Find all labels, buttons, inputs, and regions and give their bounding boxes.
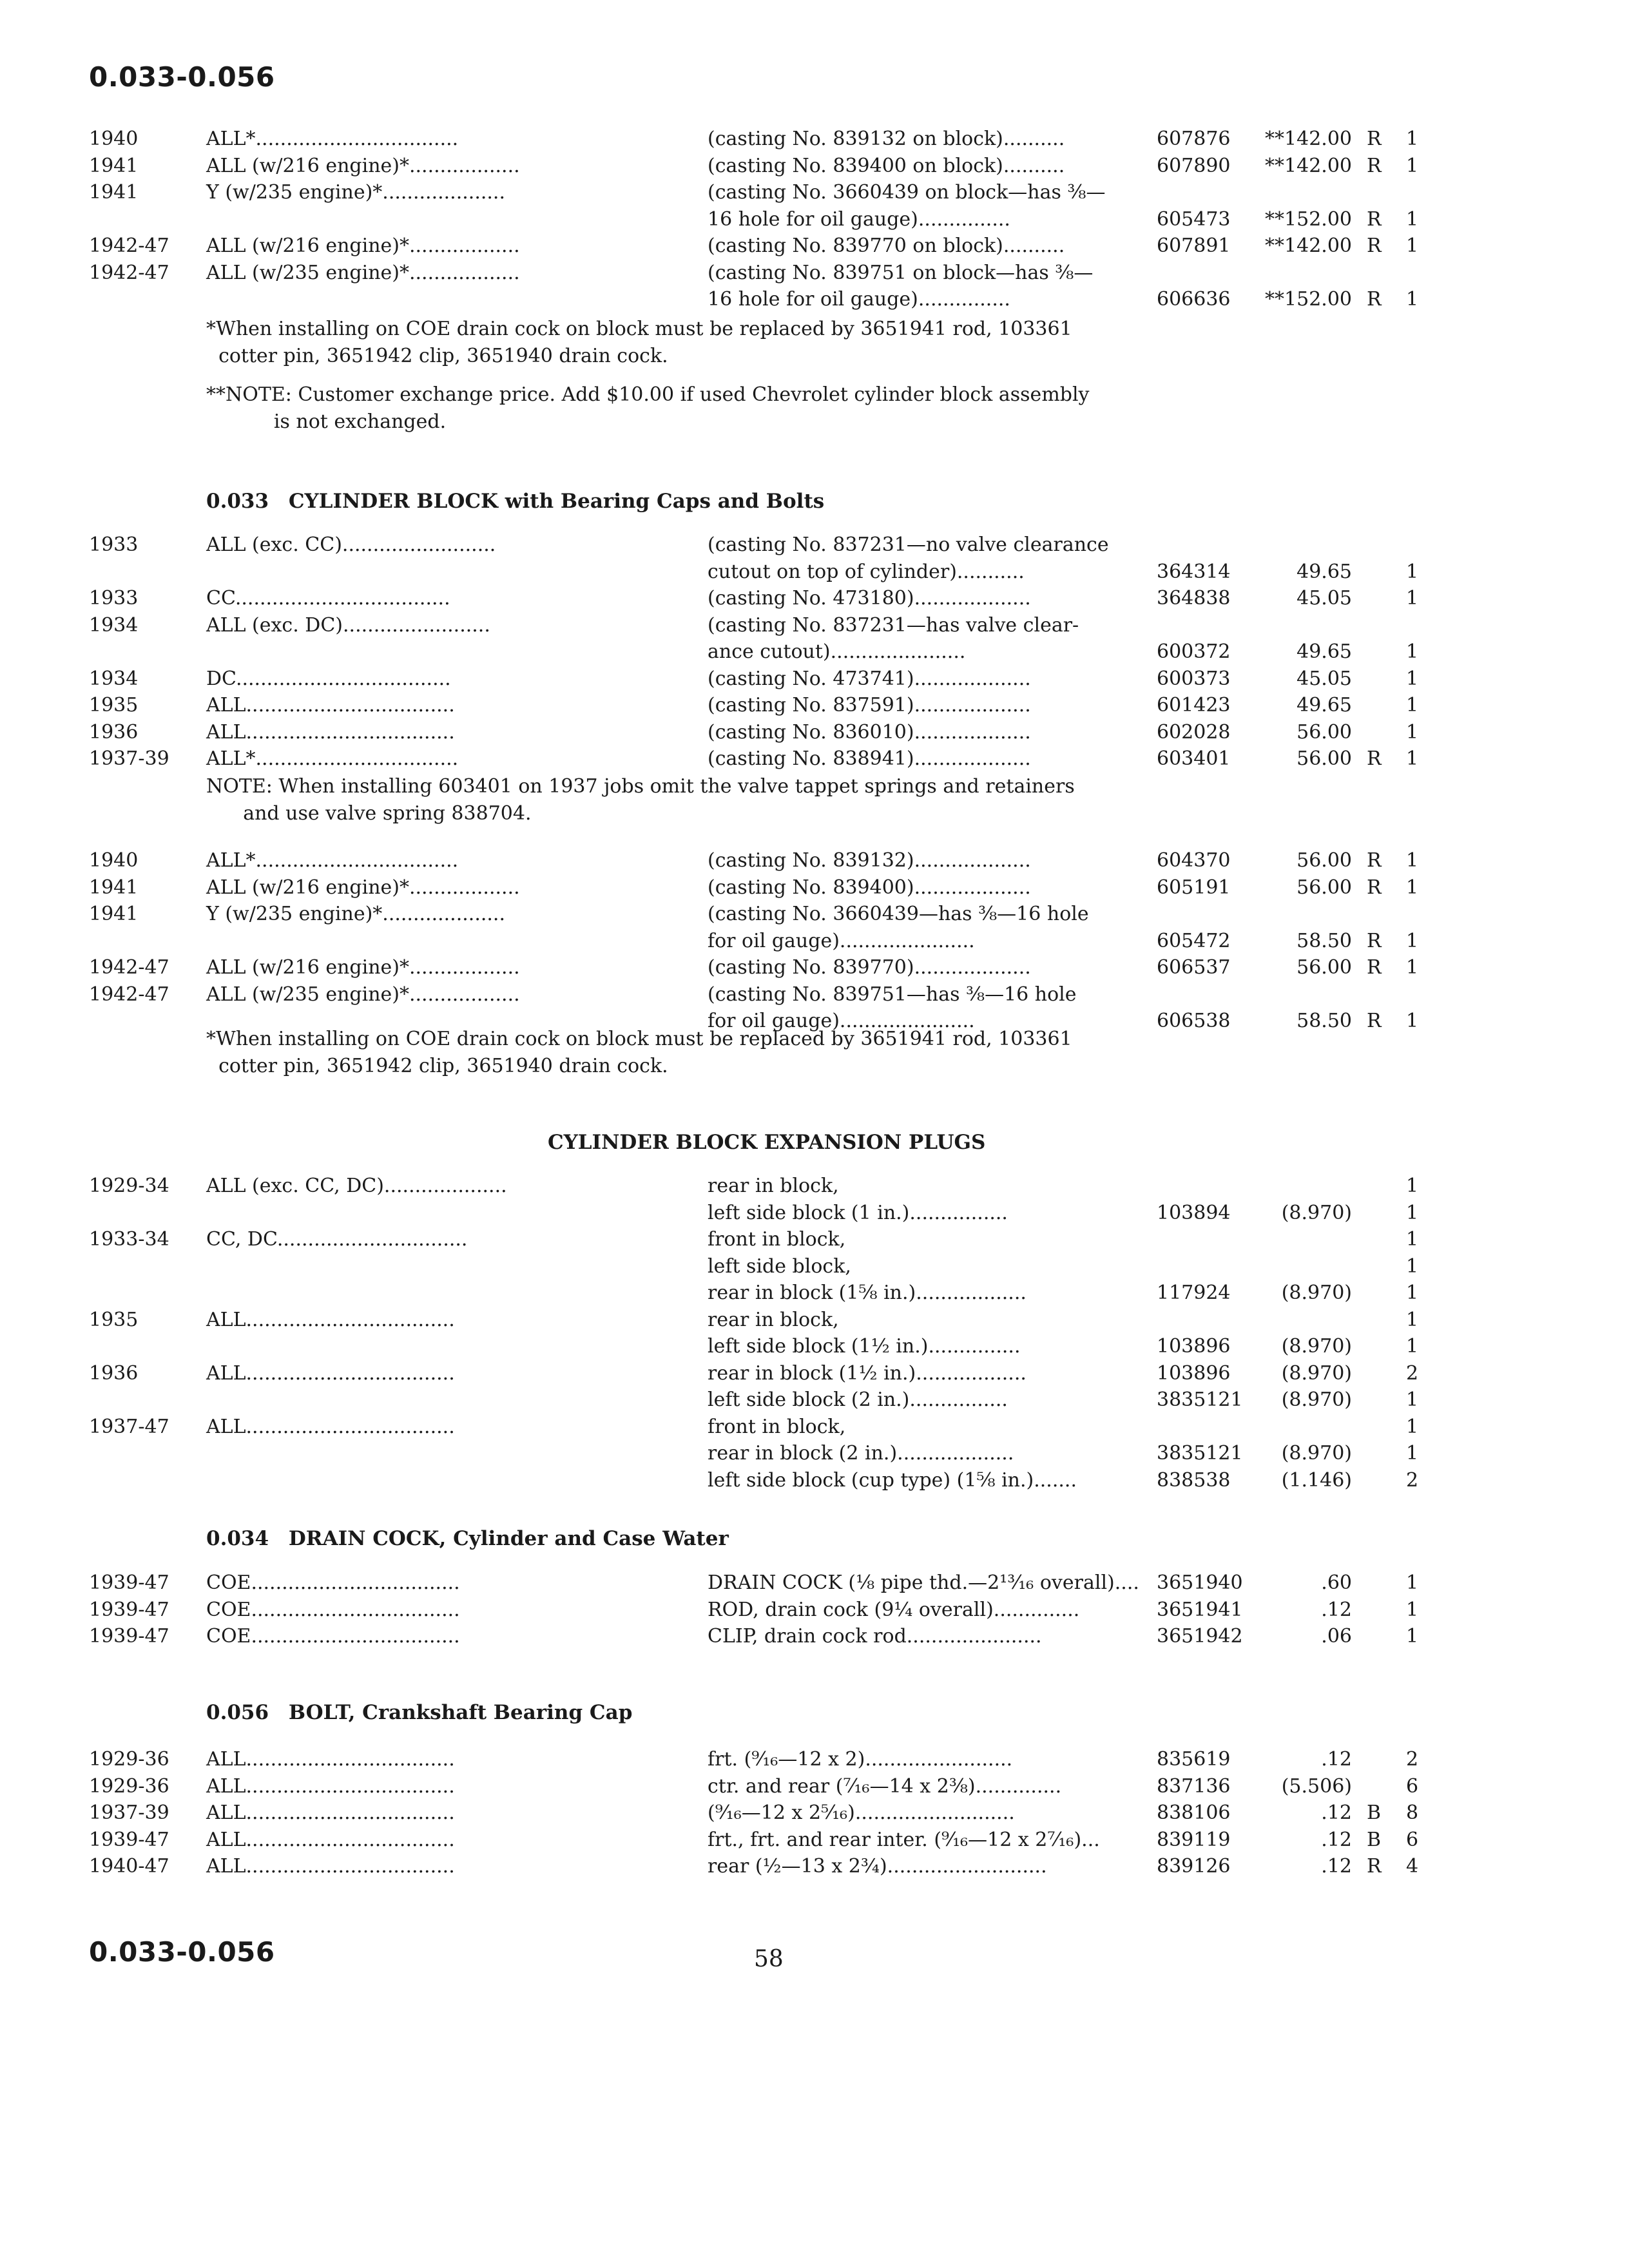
section-title: CYLINDER BLOCK with Bearing Caps and Bolts (288, 490, 825, 513)
cell-price: .12 (1321, 1598, 1352, 1621)
cell-year: 1941 (89, 181, 139, 204)
cell-desc: 16 hole for oil gauge)............... (708, 207, 1010, 231)
cell-qty: 4 (1406, 1855, 1419, 1878)
table-row (0, 1200, 1629, 1227)
cell-part: 600373 (1157, 667, 1231, 690)
cell-flag: R (1367, 128, 1382, 150)
cell-year: 1935 (89, 694, 139, 716)
cell-desc: front in block, (708, 1415, 846, 1438)
cell-price: **152.00 (1265, 207, 1352, 231)
cell-qty: 1 (1406, 667, 1419, 690)
cell-desc: left side block (1½ in.)............... (708, 1335, 1021, 1358)
table-row (0, 901, 1629, 928)
cell-year: 1929-36 (89, 1748, 169, 1771)
cell-price: .60 (1321, 1571, 1352, 1594)
cell-part: 603401 (1157, 747, 1231, 770)
cell-part: 3835121 (1157, 1389, 1243, 1411)
cell-year: 1936 (89, 1361, 139, 1385)
cell-desc: 16 hole for oil gauge)............... (708, 288, 1010, 311)
cell-price: 56.00 (1296, 849, 1352, 872)
cell-model: ALL.................................. (206, 1828, 455, 1851)
cell-qty: 1 (1406, 560, 1419, 583)
cell-price: (1.146) (1281, 1468, 1352, 1492)
table-row (0, 559, 1629, 586)
cell-qty: 1 (1406, 154, 1419, 177)
cell-price: (8.970) (1281, 1389, 1352, 1411)
table-row (0, 153, 1629, 180)
cell-qty: 1 (1406, 1442, 1419, 1465)
cell-year: 1942-47 (89, 983, 169, 1006)
cell-flag: R (1367, 288, 1382, 311)
table-row (0, 126, 1629, 153)
cell-model: COE.................................. (206, 1571, 460, 1594)
cell-qty: 1 (1406, 1228, 1419, 1251)
cell-desc: left side block, (708, 1254, 851, 1278)
cell-model: CC, DC............................... (206, 1228, 468, 1251)
cell-model: CC................................... (206, 587, 450, 610)
cell-qty: 1 (1406, 235, 1419, 257)
cell-year: 1939-47 (89, 1828, 169, 1851)
table-row (0, 233, 1629, 260)
cell-desc: (casting No. 837591)................... (708, 694, 1031, 716)
cell-flag: B (1367, 1802, 1382, 1824)
cell-price: .06 (1321, 1625, 1352, 1648)
cell-year: 1940 (89, 849, 139, 872)
cell-year: 1936 (89, 720, 139, 744)
table-row (0, 1800, 1629, 1827)
table-row (0, 1623, 1629, 1650)
table-row (0, 1467, 1629, 1494)
cell-flag: R (1367, 1010, 1382, 1032)
cell-desc: rear in block, (708, 1308, 839, 1331)
cell-part: 839126 (1157, 1855, 1231, 1878)
cell-qty: 2 (1406, 1748, 1419, 1771)
cell-model: COE.................................. (206, 1625, 460, 1648)
section-number: 0.033 (206, 490, 269, 513)
cell-desc: front in block, (708, 1228, 846, 1251)
section-number: 0.034 (206, 1527, 269, 1550)
cell-qty: 1 (1406, 1201, 1419, 1224)
cell-price: 58.50 (1296, 1010, 1352, 1032)
section-heading-plugs: CYLINDER BLOCK EXPANSION PLUGS (548, 1131, 986, 1154)
table-row (0, 1173, 1629, 1200)
cell-model: ALL (w/216 engine)*.................. (206, 956, 520, 979)
cell-year: 1937-47 (89, 1415, 169, 1438)
cell-price: **142.00 (1265, 235, 1352, 257)
cell-desc: left side block (cup type) (1⅝ in.)....... (708, 1468, 1077, 1492)
table-row (0, 745, 1629, 773)
table-row (0, 612, 1629, 639)
cell-model: ALL (exc. CC)......................... (206, 533, 496, 556)
cell-model: ALL.................................. (206, 1748, 455, 1771)
cell-model: ALL (exc. DC)........................ (206, 613, 490, 637)
cell-part: 606636 (1157, 288, 1231, 311)
cell-price: (8.970) (1281, 1335, 1352, 1358)
cell-model: ALL.................................. (206, 1308, 455, 1331)
cell-qty: 1 (1406, 1308, 1419, 1331)
cell-price: (8.970) (1281, 1361, 1352, 1385)
cell-qty: 1 (1406, 956, 1419, 979)
cell-part: 835619 (1157, 1748, 1231, 1771)
cell-part: 3835121 (1157, 1442, 1243, 1465)
cell-desc: rear in block (1½ in.).................. (708, 1361, 1027, 1385)
cell-qty: 6 (1406, 1774, 1419, 1798)
cell-qty: 1 (1406, 1010, 1419, 1032)
cell-model: ALL (w/235 engine)*.................. (206, 983, 520, 1006)
cell-desc: ctr. and rear (⁷⁄₁₆—14 x 2⅜).............. (708, 1774, 1062, 1798)
table-row (0, 206, 1629, 233)
cell-price: (5.506) (1281, 1774, 1352, 1798)
cell-price: **142.00 (1265, 128, 1352, 150)
cell-qty: 1 (1406, 587, 1419, 610)
cell-qty: 1 (1406, 640, 1419, 663)
cell-desc: (casting No. 839132)................... (708, 849, 1031, 872)
cell-part: 607890 (1157, 154, 1231, 177)
section-0033-note-mid: NOTE: When installing 603401 on 1937 jobs omit the valve tappet springs and retainers and use valve spring 838704. (206, 775, 1075, 825)
table-row (0, 719, 1629, 746)
cell-part: 605472 (1157, 929, 1231, 952)
cell-price: (8.970) (1281, 1201, 1352, 1224)
cell-part: 103896 (1157, 1335, 1231, 1358)
table-row (0, 1280, 1629, 1307)
cell-flag: R (1367, 1855, 1382, 1878)
cell-price: 58.50 (1296, 929, 1352, 952)
cell-year: 1933 (89, 587, 139, 610)
cell-model: ALL.................................. (206, 1415, 455, 1438)
cell-price: 45.05 (1296, 587, 1352, 610)
table-row (0, 954, 1629, 981)
table-row (0, 532, 1629, 559)
cell-desc: (casting No. 836010)................... (708, 720, 1031, 744)
cell-price: (8.970) (1281, 1442, 1352, 1465)
cell-part: 600372 (1157, 640, 1231, 663)
page-number: 58 (754, 1946, 784, 1972)
cell-qty: 1 (1406, 1571, 1419, 1594)
cell-part: 607891 (1157, 235, 1231, 257)
cell-model: ALL (w/216 engine)*.................. (206, 876, 520, 899)
table-row (0, 1853, 1629, 1880)
cell-year: 1929-36 (89, 1774, 169, 1798)
section-heading-0033 (206, 490, 824, 513)
cell-price: **142.00 (1265, 154, 1352, 177)
cell-model: ALL.................................. (206, 1802, 455, 1824)
cell-desc: for oil gauge)...................... (708, 929, 975, 952)
cell-desc: frt. (⁹⁄₁₆—12 x 2)........................ (708, 1748, 1013, 1771)
table-row (0, 1333, 1629, 1360)
cell-desc: (casting No. 839751 on block—has ⅜— (708, 261, 1094, 284)
table-row (0, 1773, 1629, 1800)
cell-qty: 1 (1406, 1625, 1419, 1648)
cell-desc: (⁹⁄₁₆—12 x 2⁵⁄₁₆).......................... (708, 1802, 1015, 1824)
cell-year: 1940-47 (89, 1855, 169, 1878)
cell-year: 1937-39 (89, 747, 169, 770)
cell-model: ALL (w/216 engine)*.................. (206, 235, 520, 257)
table-row (0, 1226, 1629, 1253)
cell-qty: 1 (1406, 1598, 1419, 1621)
cell-part: 364314 (1157, 560, 1231, 583)
cell-desc: ance cutout)...................... (708, 640, 966, 663)
cell-price: .12 (1321, 1828, 1352, 1851)
cell-part: 838538 (1157, 1468, 1231, 1492)
section-heading-0034 (206, 1527, 729, 1550)
table-row (0, 1570, 1629, 1597)
cell-desc: for oil gauge)...................... (708, 1010, 975, 1032)
cell-part: 601423 (1157, 694, 1231, 716)
cell-flag: R (1367, 929, 1382, 952)
cell-year: 1939-47 (89, 1625, 169, 1648)
cell-year: 1929-34 (89, 1175, 169, 1197)
cell-qty: 1 (1406, 207, 1419, 231)
cell-part: 607876 (1157, 128, 1231, 150)
table-row (0, 847, 1629, 874)
cell-year: 1933 (89, 533, 139, 556)
cell-desc: frt., frt. and rear inter. (⁹⁄₁₆—12 x 2⁷⁄₁₆)... (708, 1828, 1100, 1851)
cell-part: 605191 (1157, 876, 1231, 899)
cell-model: ALL*................................. (206, 128, 459, 150)
table-row (0, 585, 1629, 612)
cell-desc: rear in block, (708, 1175, 839, 1197)
cell-model: ALL (w/216 engine)*.................. (206, 154, 520, 177)
table-row (0, 1414, 1629, 1441)
cell-model: ALL (exc. CC, DC).................... (206, 1175, 507, 1197)
cell-desc: (casting No. 839400)................... (708, 876, 1031, 899)
table-row (0, 639, 1629, 666)
cell-qty: 1 (1406, 720, 1419, 744)
table-row (0, 1746, 1629, 1773)
cell-qty: 1 (1406, 849, 1419, 872)
cell-model: ALL.................................. (206, 1361, 455, 1385)
cell-price: .12 (1321, 1748, 1352, 1771)
cell-year: 1941 (89, 876, 139, 899)
table-row (0, 874, 1629, 901)
cell-qty: 1 (1406, 747, 1419, 770)
table-row (0, 692, 1629, 719)
cell-model: Y (w/235 engine)*.................... (206, 903, 506, 925)
cell-model: ALL.................................. (206, 1855, 455, 1878)
cell-desc: (casting No. 839132 on block).......... (708, 128, 1065, 150)
cell-year: 1942-47 (89, 261, 169, 284)
table-row (0, 286, 1629, 313)
top-note-coe: *When installing on COE drain cock on block must be replaced by 3651941 rod, 103361 cotter pin, 3651942 clip, 3651940 drain cock. (206, 318, 1072, 367)
cell-qty: 1 (1406, 876, 1419, 899)
top-note-exchange: **NOTE: Customer exchange price. Add $10.00 if used Chevrolet cylinder block assembly is not exchanged. (206, 383, 1090, 433)
table-row (0, 1253, 1629, 1280)
cell-part: 837136 (1157, 1774, 1231, 1798)
cell-year: 1939-47 (89, 1598, 169, 1621)
cell-qty: 1 (1406, 694, 1419, 716)
cell-desc: (casting No. 839770 on block).......... (708, 235, 1065, 257)
cell-price: 56.00 (1296, 956, 1352, 979)
cell-qty: 1 (1406, 128, 1419, 150)
table-row (0, 1360, 1629, 1387)
cell-year: 1934 (89, 667, 139, 690)
cell-year: 1941 (89, 154, 139, 177)
cell-year: 1940 (89, 128, 139, 150)
cell-price: **152.00 (1265, 288, 1352, 311)
cell-desc: (casting No. 3660439 on block—has ⅜— (708, 181, 1106, 204)
cell-price: 45.05 (1296, 667, 1352, 690)
cell-desc: left side block (1 in.)................ (708, 1201, 1008, 1224)
cell-qty: 1 (1406, 1335, 1419, 1358)
cell-price: .12 (1321, 1855, 1352, 1878)
cell-flag: B (1367, 1828, 1382, 1851)
table-row (0, 1597, 1629, 1624)
table-row (0, 1440, 1629, 1467)
cell-year: 1934 (89, 613, 139, 637)
table-row (0, 666, 1629, 693)
cell-part: 103896 (1157, 1361, 1231, 1385)
cell-qty: 1 (1406, 929, 1419, 952)
cell-year: 1942-47 (89, 956, 169, 979)
cell-price: 49.65 (1296, 560, 1352, 583)
cell-flag: R (1367, 235, 1382, 257)
cell-year: 1933-34 (89, 1228, 169, 1251)
section-title: DRAIN COCK, Cylinder and Case Water (288, 1527, 729, 1550)
table-row (0, 928, 1629, 955)
cell-price: 49.65 (1296, 694, 1352, 716)
cell-price: (8.970) (1281, 1282, 1352, 1304)
table-row (0, 179, 1629, 206)
cell-desc: (casting No. 839751—has ⅜—16 hole (708, 983, 1077, 1006)
cell-qty: 1 (1406, 1415, 1419, 1438)
table-row (0, 981, 1629, 1008)
cell-flag: R (1367, 956, 1382, 979)
table-row (0, 1387, 1629, 1414)
cell-desc: cutout on top of cylinder)........... (708, 560, 1025, 583)
cell-model: ALL*................................. (206, 747, 459, 770)
section-heading-0056 (206, 1701, 632, 1724)
cell-desc: (casting No. 837231—no valve clearance (708, 533, 1109, 556)
cell-desc: left side block (2 in.)................ (708, 1389, 1008, 1411)
cell-year: 1942-47 (89, 235, 169, 257)
cell-part: 3651942 (1157, 1625, 1243, 1648)
cell-qty: 8 (1406, 1802, 1419, 1824)
cell-part: 605473 (1157, 207, 1231, 231)
cell-part: 364838 (1157, 587, 1231, 610)
cell-part: 103894 (1157, 1201, 1231, 1224)
cell-flag: R (1367, 876, 1382, 899)
page-header-code: 0.033-0.056 (89, 61, 275, 93)
cell-part: 602028 (1157, 720, 1231, 744)
cell-qty: 2 (1406, 1468, 1419, 1492)
cell-part: 3651940 (1157, 1571, 1243, 1594)
cell-part: 838106 (1157, 1802, 1231, 1824)
table-row (0, 1827, 1629, 1854)
table-row (0, 1307, 1629, 1334)
cell-model: Y (w/235 engine)*.................... (206, 181, 506, 204)
cell-part: 604370 (1157, 849, 1231, 872)
cell-desc: ROD, drain cock (9¼ overall).............. (708, 1598, 1080, 1621)
cell-part: 606537 (1157, 956, 1231, 979)
cell-flag: R (1367, 154, 1382, 177)
cell-qty: 1 (1406, 1254, 1419, 1278)
cell-price: 56.00 (1296, 720, 1352, 744)
cell-flag: R (1367, 747, 1382, 770)
cell-part: 839119 (1157, 1828, 1231, 1851)
cell-desc: (casting No. 838941)................... (708, 747, 1031, 770)
cell-qty: 2 (1406, 1361, 1419, 1385)
cell-part: 3651941 (1157, 1598, 1243, 1621)
cell-qty: 6 (1406, 1828, 1419, 1851)
cell-qty: 1 (1406, 1282, 1419, 1304)
cell-qty: 1 (1406, 1389, 1419, 1411)
section-0033-note-end: *When installing on COE drain cock on block must be replaced by 3651941 rod, 103361 cotter pin, 3651942 clip, 3651940 drain cock. (206, 1028, 1072, 1077)
cell-model: ALL (w/235 engine)*.................. (206, 261, 520, 284)
cell-price: 56.00 (1296, 876, 1352, 899)
cell-year: 1935 (89, 1308, 139, 1331)
cell-price: 56.00 (1296, 747, 1352, 770)
cell-qty: 1 (1406, 1175, 1419, 1197)
cell-desc: rear (½—13 x 2¾).......................... (708, 1855, 1047, 1878)
cell-desc: DRAIN COCK (⅛ pipe thd.—2¹³⁄₁₆ overall).... (708, 1571, 1139, 1594)
cell-model: COE.................................. (206, 1598, 460, 1621)
cell-desc: (casting No. 473741)................... (708, 667, 1031, 690)
cell-model: ALL*................................. (206, 849, 459, 872)
table-row (0, 260, 1629, 287)
section-number: 0.056 (206, 1701, 269, 1724)
cell-model: DC................................... (206, 667, 451, 690)
cell-model: ALL.................................. (206, 1774, 455, 1798)
cell-model: ALL.................................. (206, 694, 455, 716)
cell-desc: (casting No. 473180)................... (708, 587, 1031, 610)
cell-qty: 1 (1406, 288, 1419, 311)
cell-flag: R (1367, 207, 1382, 231)
cell-year: 1939-47 (89, 1571, 169, 1594)
cell-model: ALL.................................. (206, 720, 455, 744)
cell-price: 49.65 (1296, 640, 1352, 663)
cell-desc: CLIP, drain cock rod...................... (708, 1625, 1042, 1648)
cell-flag: R (1367, 849, 1382, 872)
cell-desc: (casting No. 839400 on block).......... (708, 154, 1065, 177)
cell-desc: (casting No. 3660439—has ⅜—16 hole (708, 903, 1089, 925)
page-footer-code: 0.033-0.056 (89, 1936, 275, 1968)
cell-desc: (casting No. 837231—has valve clear- (708, 613, 1079, 637)
cell-part: 117924 (1157, 1282, 1231, 1304)
cell-desc: rear in block (2 in.)................... (708, 1442, 1014, 1465)
cell-desc: rear in block (1⅝ in.).................. (708, 1282, 1027, 1304)
cell-year: 1941 (89, 903, 139, 925)
cell-part: 606538 (1157, 1010, 1231, 1032)
cell-desc: (casting No. 839770)................... (708, 956, 1031, 979)
cell-price: .12 (1321, 1802, 1352, 1824)
cell-year: 1937-39 (89, 1802, 169, 1824)
section-title: BOLT, Crankshaft Bearing Cap (288, 1701, 633, 1724)
